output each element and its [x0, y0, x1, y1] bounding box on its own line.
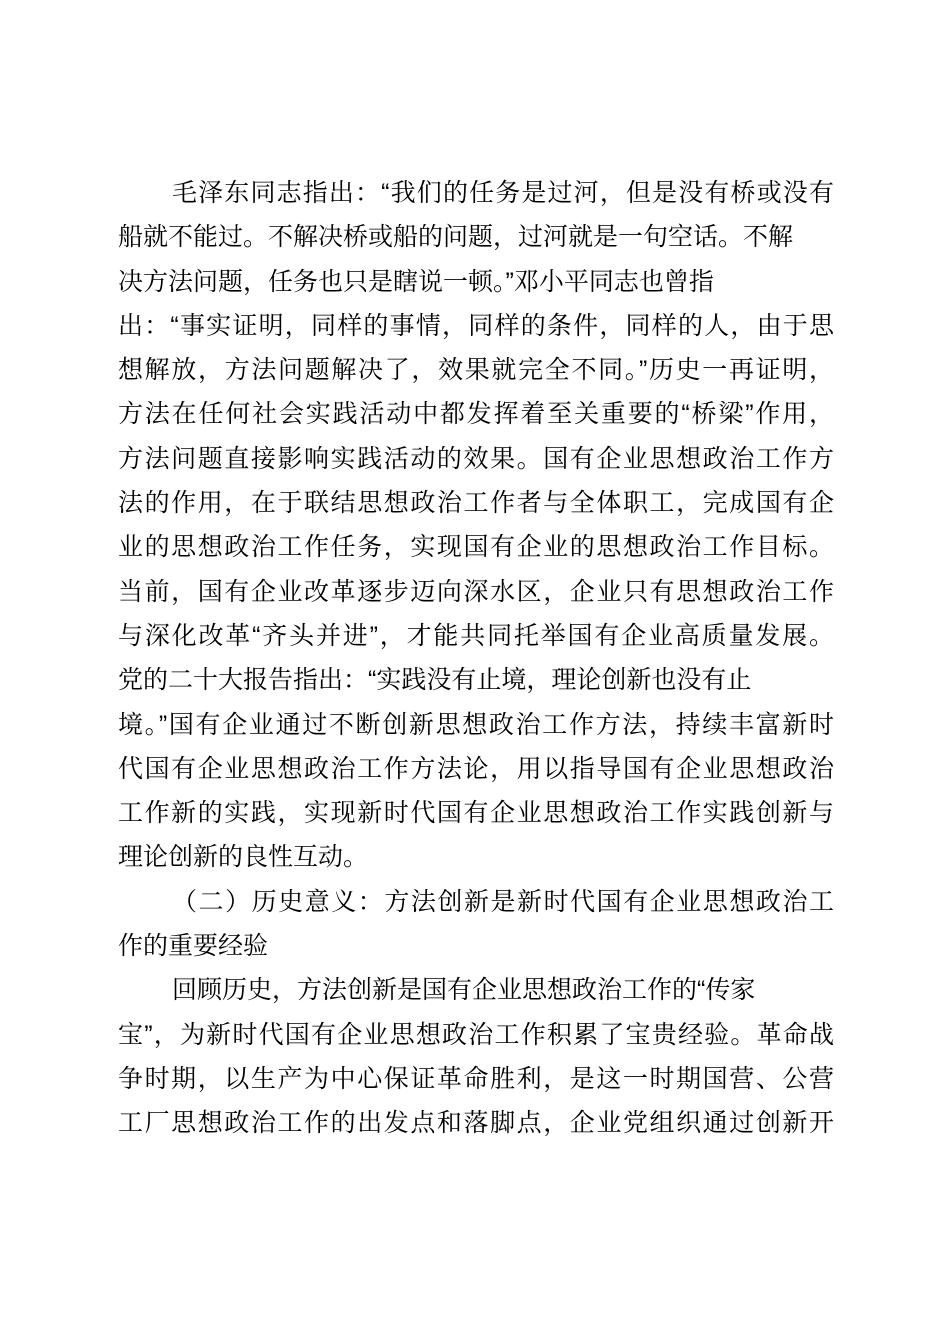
text-line: 出：“事实证明，同样的事情，同样的条件，同样的人，由于思 — [118, 311, 834, 340]
text-line: 与深化改革“齐头并进”，才能共同托举国有企业高质量发展。 — [118, 621, 834, 650]
text-line: 决方法问题，任务也只是瞎说一顿。”邓小平同志也曾指 — [118, 267, 714, 296]
text-line: 船就不能过。不解决桥或船的问题，过河就是一句空话。不解 — [118, 223, 794, 252]
text-line: 方法在任何社会实践活动中都发挥着至关重要的“桥梁”作用， — [118, 400, 834, 429]
text-line: 回顾历史，方法创新是国有企业思想政治工作的“传家 — [172, 976, 756, 1005]
text-line: 代国有企业思想政治工作方法论，用以指导国有企业思想政治 — [118, 754, 834, 783]
text-body — [118, 171, 834, 1146]
text-line: 法的作用，在于联结思想政治工作者与全体职工，完成国有企 — [118, 489, 834, 518]
text-line: 党的二十大报告指出：“实践没有止境，理论创新也没有止 — [118, 666, 752, 695]
paragraph-history-review — [118, 968, 834, 1145]
text-line: 想解放，方法问题解决了，效果就完全不同。”历史一再证明， — [118, 356, 834, 385]
text-line: 工作新的实践，实现新时代国有企业思想政治工作实践创新与 — [118, 799, 834, 828]
text-line: 作的重要经验 — [118, 932, 269, 961]
text-line: 境。”国有企业通过不断创新思想政治工作方法，持续丰富新时 — [118, 710, 834, 739]
text-line: 理论创新的良性互动。 — [118, 843, 369, 872]
text-line: 工厂思想政治工作的出发点和落脚点，企业党组织通过创新开 — [118, 1109, 834, 1138]
text-line: （二）历史意义：方法创新是新时代国有企业思想政治工 — [172, 887, 834, 916]
text-line: 宝”，为新时代国有企业思想政治工作积累了宝贵经验。革命战 — [118, 1020, 834, 1049]
text-line: 毛泽东同志指出：“我们的任务是过河，但是没有桥或没有 — [172, 179, 834, 207]
text-line: 方法问题直接影响实践活动的效果。国有企业思想政治工作方 — [118, 444, 834, 473]
text-line: 当前，国有企业改革逐步迈向深水区，企业只有思想政治工作 — [118, 577, 834, 606]
text-line: 争时期，以生产为中心保证革命胜利，是这一时期国营、公营 — [118, 1064, 834, 1093]
heading-section-two — [118, 880, 834, 969]
text-line: 业的思想政治工作任务，实现国有企业的思想政治工作目标。 — [118, 533, 834, 562]
paragraph-mao-deng-quotes — [118, 171, 834, 880]
